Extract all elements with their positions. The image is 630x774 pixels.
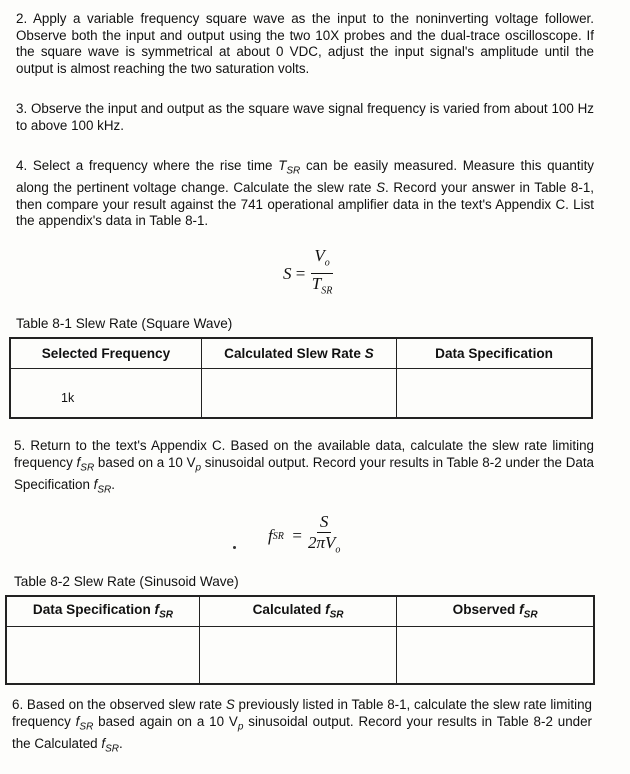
- cell-data-specification[interactable]: [397, 369, 592, 419]
- step-5-text: 5. Return to the text's Appendix C. Based on the available data, calculate the slew rate limiting frequency $f_{SR}$ based on a 10 $V_p$ sinusoidal output. Record your results in Table 8-2 under the Data Specification $f_{SR}$.: [14, 438, 594, 496]
- stray-dot: [233, 546, 236, 549]
- step-2-text: 2. Apply a variable frequency square wave as the input to the noninverting voltage follower. Observe both the input and output using the two 10X probes and the dual-trace oscilloscope. If the square wave is symmetrical at about 0 VDC, adjust the input signal's amplitude until the output is almost reaching the two saturation volts.: [16, 11, 594, 76]
- cell-observed-fsr[interactable]: [397, 627, 594, 685]
- cell-selected-frequency[interactable]: 1k: [10, 369, 201, 419]
- table-8-1-caption: Table 8-1 Slew Rate (Square Wave): [16, 316, 233, 331]
- slew-rate-equation: S = $\frac{V_o}{T_{SR}}$: [283, 246, 333, 297]
- cell-data-specification-fsr[interactable]: [6, 627, 199, 685]
- table-8-1: [9, 337, 593, 419]
- table-header-row: [6, 596, 594, 627]
- table-8-2-caption: Table 8-2 Slew Rate (Sinusoid Wave): [14, 574, 239, 589]
- header-observed-fsr: Observed $f_{SR}$: [397, 596, 594, 627]
- table-row: [6, 627, 594, 685]
- cell-calculated-fsr[interactable]: [199, 627, 396, 685]
- step-6-text: 6. Based on the observed slew rate S previously listed in Table 8-1, calculate the slew rate limiting frequency $f_{SR}$ based again on a 10 $V_p$ sinusoidal output. Record your results in Table 8-2 under the Calculated $f_{SR}$.: [12, 697, 593, 755]
- header-selected-frequency: Selected Frequency: [10, 338, 201, 369]
- header-data-specification-fsr: Data Specification $f_{SR}$: [6, 596, 199, 627]
- table-8-2: [5, 595, 595, 685]
- slew-rate-frequency-equation: f SR = $\frac{S}{2\pi V_o}$: [268, 512, 341, 556]
- step-4-text: 4. Select a frequency where the rise time $T_{SR}$ can be easily measured. Measure this quantity along the pertinent voltage change. Calculate the slew rate S. Record your answer in Table 8-1, then compare your result against the 741 operational amplifier data in the text's Appendix C. List the appendix's data in Table 8-1.: [16, 158, 594, 229]
- step-3-text: 3. Observe the input and output as the square wave signal frequency is varied from about 100 Hz to above 100 kHz.: [16, 101, 594, 133]
- table-header-row: [10, 338, 592, 369]
- table-row: [10, 369, 592, 419]
- cell-calculated-slew-rate[interactable]: [201, 369, 396, 419]
- header-data-specification: Data Specification: [397, 338, 592, 369]
- header-calculated-fsr: Calculated $f_{SR}$: [199, 596, 396, 627]
- header-calculated-slew-rate: Calculated Slew Rate S: [201, 338, 396, 369]
